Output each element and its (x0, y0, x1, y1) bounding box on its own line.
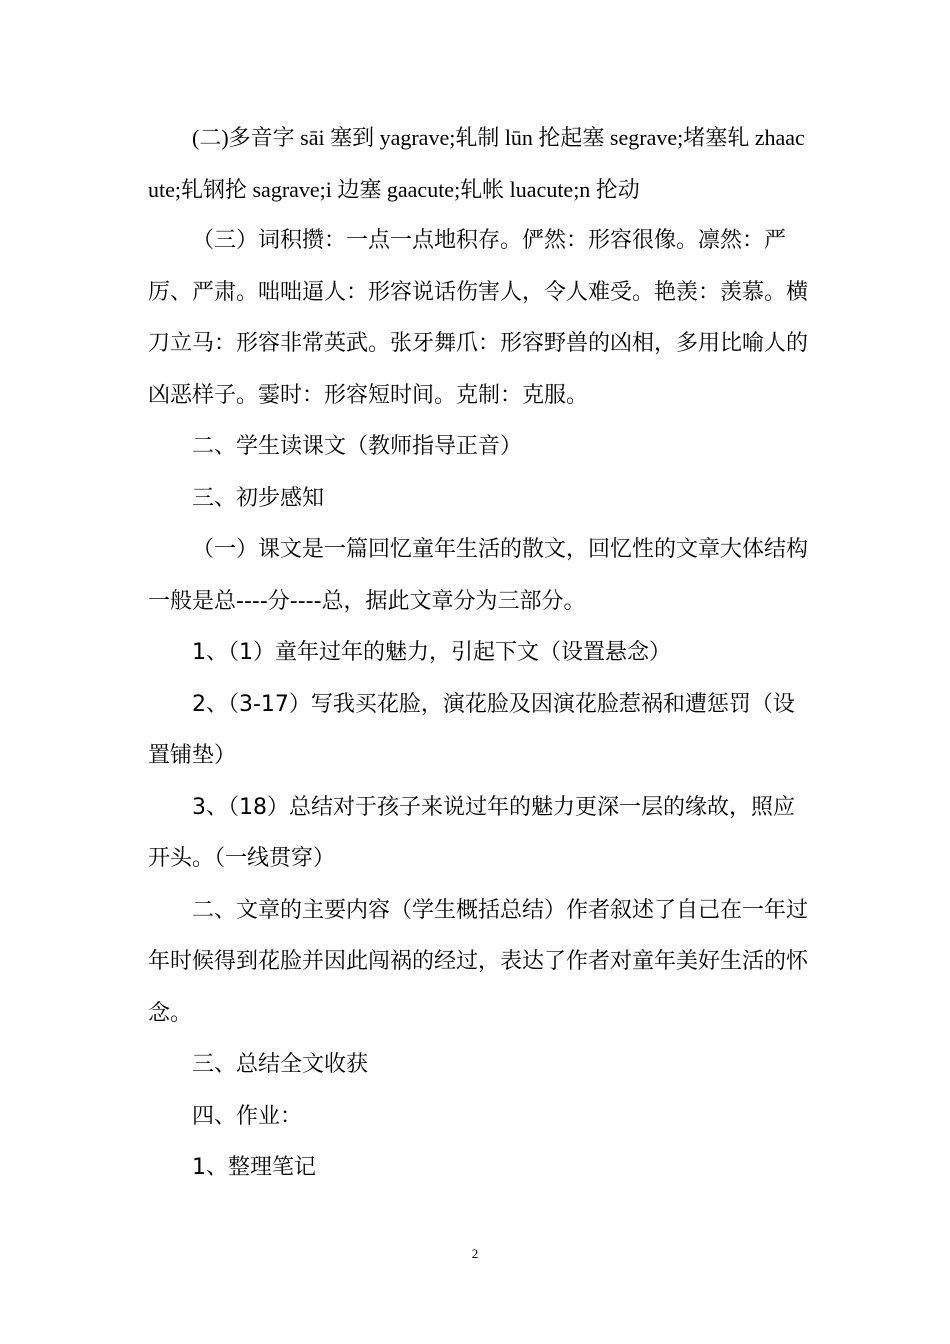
paragraph-part-1: 1、（1）童年过年的魅力，引起下文（设置悬念） (192, 640, 671, 665)
paragraph-homework-item-1: 1、整理笔记 (192, 1155, 316, 1180)
paragraph-part-3: 3、（18）总结对于孩子来说过年的魅力更深一层的缘故，照应开头。（一线贯穿） (148, 794, 795, 871)
paragraph-homework: 四、作业： (192, 1103, 303, 1129)
paragraph-main-content: 二、文章的主要内容（学生概括总结）作者叙述了自己在一年过年时候得到花脸并因此闯祸的经过，表达了作者对童年美好生活的怀念。 (148, 897, 809, 1026)
page-number: 2 (471, 1246, 479, 1261)
paragraph-section-3: 三、初步感知 (192, 485, 325, 511)
document-body (148, 112, 808, 1194)
paragraph-part-2: 2、（3-17）写我买花脸，演花脸及因演花脸惹祸和遭惩罚（设置铺垫） (148, 691, 795, 768)
paragraph-section-2: 二、学生读课文（教师指导正音） (192, 434, 523, 459)
paragraph-vocabulary: （三）词积攒：一点一点地积存。俨然：形容很像。凛然：严厉、严肃。咄咄逼人：形容说话伤害人，令人难受。艳羡：羡慕。横刀立马：形容非常英武。张牙舞爪：形容野兽的凶相，多用比喻人的凶恶样子。霎时：形容短时间。克制：克服。 (148, 228, 809, 408)
paragraph-summary: 三、总结全文收获 (192, 1052, 369, 1077)
paragraph-structure: （一）课文是一篇回忆童年生活的散文，回忆性的文章大体结构一般是总----分----总，据此文章分为三部分。 (148, 537, 809, 614)
paragraph-polyphonic: (二)多音字 sāi 塞到 yagrave;轧制 lūn 抡起塞 segrave;堵塞轧 zhaacute;轧钢抡 sagrave;i 边塞 gaacute;轧帐 luacute;n 抡动 (148, 125, 805, 202)
